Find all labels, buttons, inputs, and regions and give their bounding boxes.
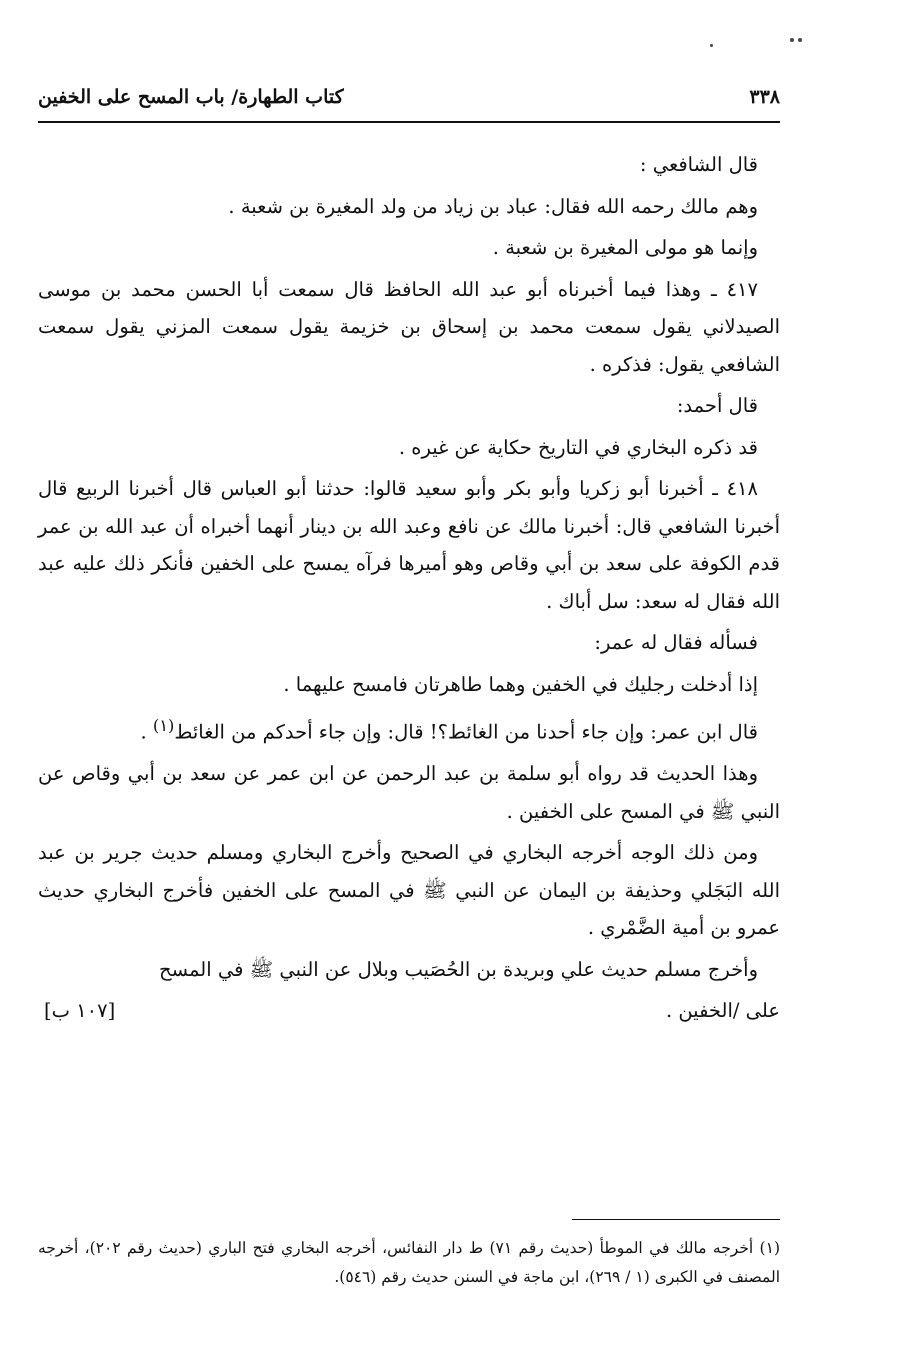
paragraph: قال الشافعي : xyxy=(639,153,758,176)
paragraph-hadith-417: ٤١٧ ـ وهذا فيما أخبرناه أبو عبد الله الحافظ قال سمعت أبا الحسن محمد بن موسى الصيدلاني يقول سمعت محمد بن إسحاق بن خزيمة يقول سمعت المزني يقول سمعت الشافعي يقول: فذكره . xyxy=(38,277,780,376)
paragraph: وهم مالك رحمه الله فقال: عباد بن زياد من ولد المغيرة بن شعبة . xyxy=(228,194,758,218)
footnote: (١) أخرجه مالك في الموطأ (حديث رقم ٧١) ط دار النفائس، أخرجه البخاري فتح الباري (حديث رقم ٢٠٢)، أخرجه المصنف في الكبرى (١ / ٢٦٩)، ابن ماجة في السنن حديث رقم (٥٤٦). xyxy=(38,1239,780,1286)
paragraph: وأخرج مسلم حديث علي وبريدة بن الحُصَيب وبلال عن النبي ﷺ في المسح xyxy=(159,957,758,981)
paragraph: قد ذكره البخاري في التاريخ حكاية عن غيره . xyxy=(398,435,758,459)
page-number: ٣٣٨ xyxy=(749,86,780,108)
paragraph-hadith-418: ٤١٨ ـ أخبرنا أبو زكريا وأبو بكر وأبو سعيد قالوا: حدثنا أبو العباس قال أخبرنا الربيع قال أخبرنا الشافعي قال: أخبرنا مالك عن نافع وعبد الله بن دينار أنهما أخبراه أن عبد الله بن عمر قدم الكوفة على سعد بن أبي وقاص وهو أميرها فرآه يمسح على الخفين فأنكر ذلك عليه عبد الله فقال له سعد: سل أباك . xyxy=(38,477,780,613)
main-text xyxy=(38,146,780,1034)
paragraph-text: قال ابن عمر: وإن جاء أحدنا من الغائط؟! قال: وإن جاء أحدكم من الغائط xyxy=(174,720,758,744)
page-header xyxy=(38,80,780,114)
paragraph-with-footnote xyxy=(38,707,780,751)
paragraph: وهذا الحديث قد رواه أبو سلمة بن عبد الرحمن عن ابن عمر عن سعد بن أبي وقاص عن النبي ﷺ في المسح على الخفين . xyxy=(38,762,780,823)
footnote-marker: (١) xyxy=(152,716,175,735)
paragraph: ومن ذلك الوجه أخرجه البخاري في الصحيح وأخرج البخاري ومسلم حديث جرير بن عبد الله البَجَلي وحذيفة بن اليمان عن النبي ﷺ في المسح على الخفين فأخرج البخاري حديث عمرو بن أمية الضَّمْري . xyxy=(38,841,780,939)
book-page xyxy=(38,0,780,1361)
manuscript-folio-ref: [١٠٧ ب] xyxy=(44,999,116,1022)
paragraph: فسأله فقال له عمر: xyxy=(594,631,758,654)
paragraph-with-margin-ref xyxy=(38,992,780,1030)
paragraph: قال أحمد: xyxy=(676,394,758,417)
footnote-separator xyxy=(572,1219,780,1220)
paragraph-text: على /الخفين . xyxy=(665,999,780,1022)
running-title: كتاب الطهارة/ باب المسح على الخفين xyxy=(38,86,344,108)
full-stop: . xyxy=(140,720,153,744)
header-rule xyxy=(38,121,780,123)
paragraph: إذا أدخلت رجليك في الخفين وهما طاهرتان فامسح عليهما . xyxy=(283,672,758,696)
paragraph: وإنما هو مولى المغيرة بن شعبة . xyxy=(492,236,758,259)
